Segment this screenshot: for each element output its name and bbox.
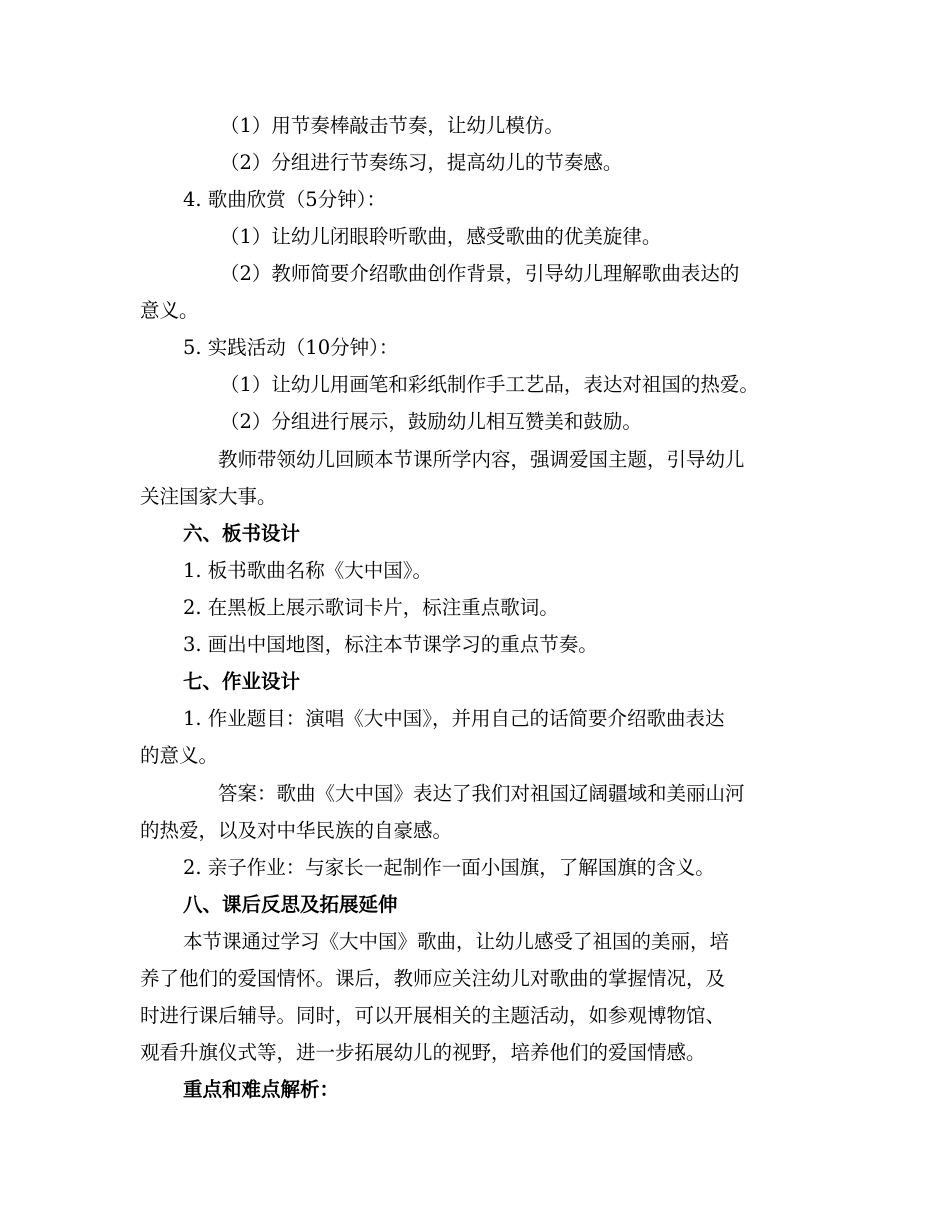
text-line: （1）让幼儿闭眼聆听歌曲，感受歌曲的优美旋律。 [220, 225, 662, 248]
text-line: 2. 在黑板上展示歌词卡片，标注重点歌词。 [183, 596, 559, 619]
section-heading-homework-design: 七、作业设计 [183, 670, 301, 693]
text-line: 观看升旗仪式等，进一步拓展幼儿的视野，培养他们的爱国情感。 [140, 1041, 706, 1064]
text-line: 5. 实践活动（10分钟）： [183, 336, 399, 359]
section-heading-board-design: 六、板书设计 [183, 522, 301, 545]
text-line: 关注国家大事。 [140, 485, 277, 508]
text-line: （2）教师简要介绍歌曲创作背景，引导幼儿理解歌曲表达的 [220, 262, 740, 285]
text-line: （1）用节奏棒敲击节奏，让幼儿模仿。 [220, 114, 564, 137]
text-line: 本节课通过学习《大中国》歌曲，让幼儿感受了祖国的美丽，培 [183, 930, 730, 953]
text-line: 4. 歌曲欣赏（5分钟）： [183, 188, 386, 211]
text-line: 时进行课后辅导。同时，可以开展相关的主题活动，如参观博物馆、 [140, 1004, 726, 1027]
section-heading-reflection: 八、课后反思及拓展延伸 [183, 893, 398, 916]
text-line: （2）分组进行节奏练习，提高幼儿的节奏感。 [220, 151, 623, 174]
text-line: （1）让幼儿用画笔和彩纸制作手工艺品，表达对祖国的热爱。 [220, 373, 759, 396]
text-line: 的意义。 [140, 744, 219, 767]
text-line: 养了他们的爱国情怀。课后，教师应关注幼儿对歌曲的掌握情况，及 [140, 967, 726, 990]
text-line: 2. 亲子作业：与家长一起制作一面小国旗，了解国旗的含义。 [183, 856, 715, 879]
text-line: 意义。 [140, 299, 199, 322]
section-heading-key-points: 重点和难点解析： [183, 1078, 340, 1101]
text-line: 1. 作业题目：演唱《大中国》，并用自己的话简要介绍歌曲表达 [183, 707, 725, 730]
text-line: （2）分组进行展示，鼓励幼儿相互赞美和鼓励。 [220, 410, 642, 433]
text-line: 答案：歌曲《大中国》表达了我们对祖国辽阔疆域和美丽山河 [218, 782, 745, 805]
text-line: 教师带领幼儿回顾本节课所学内容，强调爱国主题，引导幼儿 [218, 448, 745, 471]
text-line: 1. 板书歌曲名称《大中国》。 [183, 559, 433, 582]
text-line: 的热爱，以及对中华民族的自豪感。 [140, 819, 453, 842]
text-line: 3. 画出中国地图，标注本节课学习的重点节奏。 [183, 633, 598, 656]
